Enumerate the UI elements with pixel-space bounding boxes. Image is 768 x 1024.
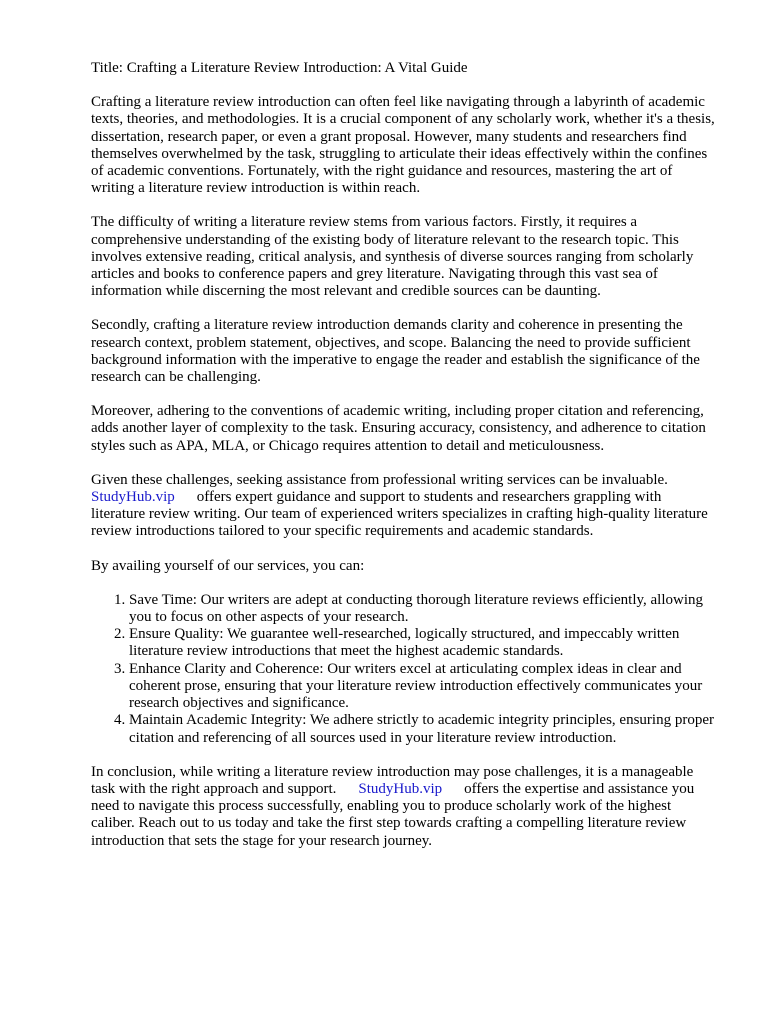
paragraph-conclusion-text-before: In conclusion, while writing a literature review introduction may pose challenges, it is a manageable task with the right approach and support. xyxy=(91,763,694,797)
paragraph-availing: By availing yourself of our services, you can: xyxy=(91,557,365,574)
list-item: 2. Ensure Quality: We guarantee well-researched, logically structured, and impeccably written literature review introductions that meet the highest academic standards. xyxy=(129,626,718,660)
list-item: 1. Save Time: Our writers are adept at conducting thorough literature reviews efficiently, allowing you to focus on other aspects of your research. xyxy=(129,592,718,626)
paragraph-intro: Crafting a literature review introduction can often feel like navigating through a labyrinth of academic texts, theories, and methodologies. It is a crucial component of any scholarly work, whether it's a thesis, dissertation, research paper, or even a grant proposal. However, many students and researchers find themselves overwhelmed by the task, struggling to articulate their ideas effectively within the confines of academic conventions. Fortunately, with the right guidance and resources, mastering the art of writing a literature review introduction is within reach. xyxy=(91,94,715,197)
paragraph-conclusion xyxy=(91,764,718,850)
paragraph-difficulty: The difficulty of writing a literature review stems from various factors. Firstly, it requires a comprehensive understanding of the existing body of literature relevant to the research topic. This involves extensive reading, critical analysis, and synthesis of diverse sources ranging from scholarly articles and books to conference papers and grey literature. Navigating through this vast sea of information while discerning the most relevant and credible sources can be daunting. xyxy=(91,214,694,300)
paragraph-moreover: Moreover, adhering to the conventions of academic writing, including proper citation and referencing, adds another layer of complexity to the task. Ensuring accuracy, consistency, and adherence to citation styles such as APA, MLA, or Chicago requires attention to detail and meticulousness. xyxy=(91,403,706,454)
list-item: 3. Enhance Clarity and Coherence: Our writers excel at articulating complex ideas in clear and coherent prose, ensuring that your literature review introduction effectively communicates your research objectives and significance. xyxy=(129,661,718,713)
paragraph-services-text-before: Given these challenges, seeking assistance from professional writing services can be invaluable. xyxy=(91,471,668,488)
paragraph-secondly: Secondly, crafting a literature review introduction demands clarity and coherence in presenting the research context, problem statement, objectives, and scope. Balancing the need to provide sufficient background information with the imperative to engage the reader and establish the significance of the research can be challenging. xyxy=(91,317,700,386)
document-title: Title: Crafting a Literature Review Introduction: A Vital Guide xyxy=(91,60,468,76)
studyhub-link[interactable]: StudyHub.vip xyxy=(91,489,175,506)
paragraph-conclusion-text-after: offers the expertise and assistance you need to navigate this process successfully, enabling you to produce scholarly work of the highest caliber. Reach out to us today and take the first step towards crafting a compelling literature review introduction that sets the stage for your research journey. xyxy=(91,780,695,849)
list-item: 4. Maintain Academic Integrity: We adhere strictly to academic integrity principles, ensuring proper citation and referencing of all sources used in your literature review introduction. xyxy=(129,712,718,746)
paragraph-services xyxy=(91,472,718,541)
studyhub-link[interactable]: StudyHub.vip xyxy=(358,780,443,797)
paragraph-services-text-after: offers expert guidance and support to students and researchers grappling with literature review writing. Our team of experienced writers specializes in crafting high-quality literature review introductions tailored to your specific requirements and academic standards. xyxy=(91,489,708,540)
benefits-list xyxy=(91,592,718,747)
